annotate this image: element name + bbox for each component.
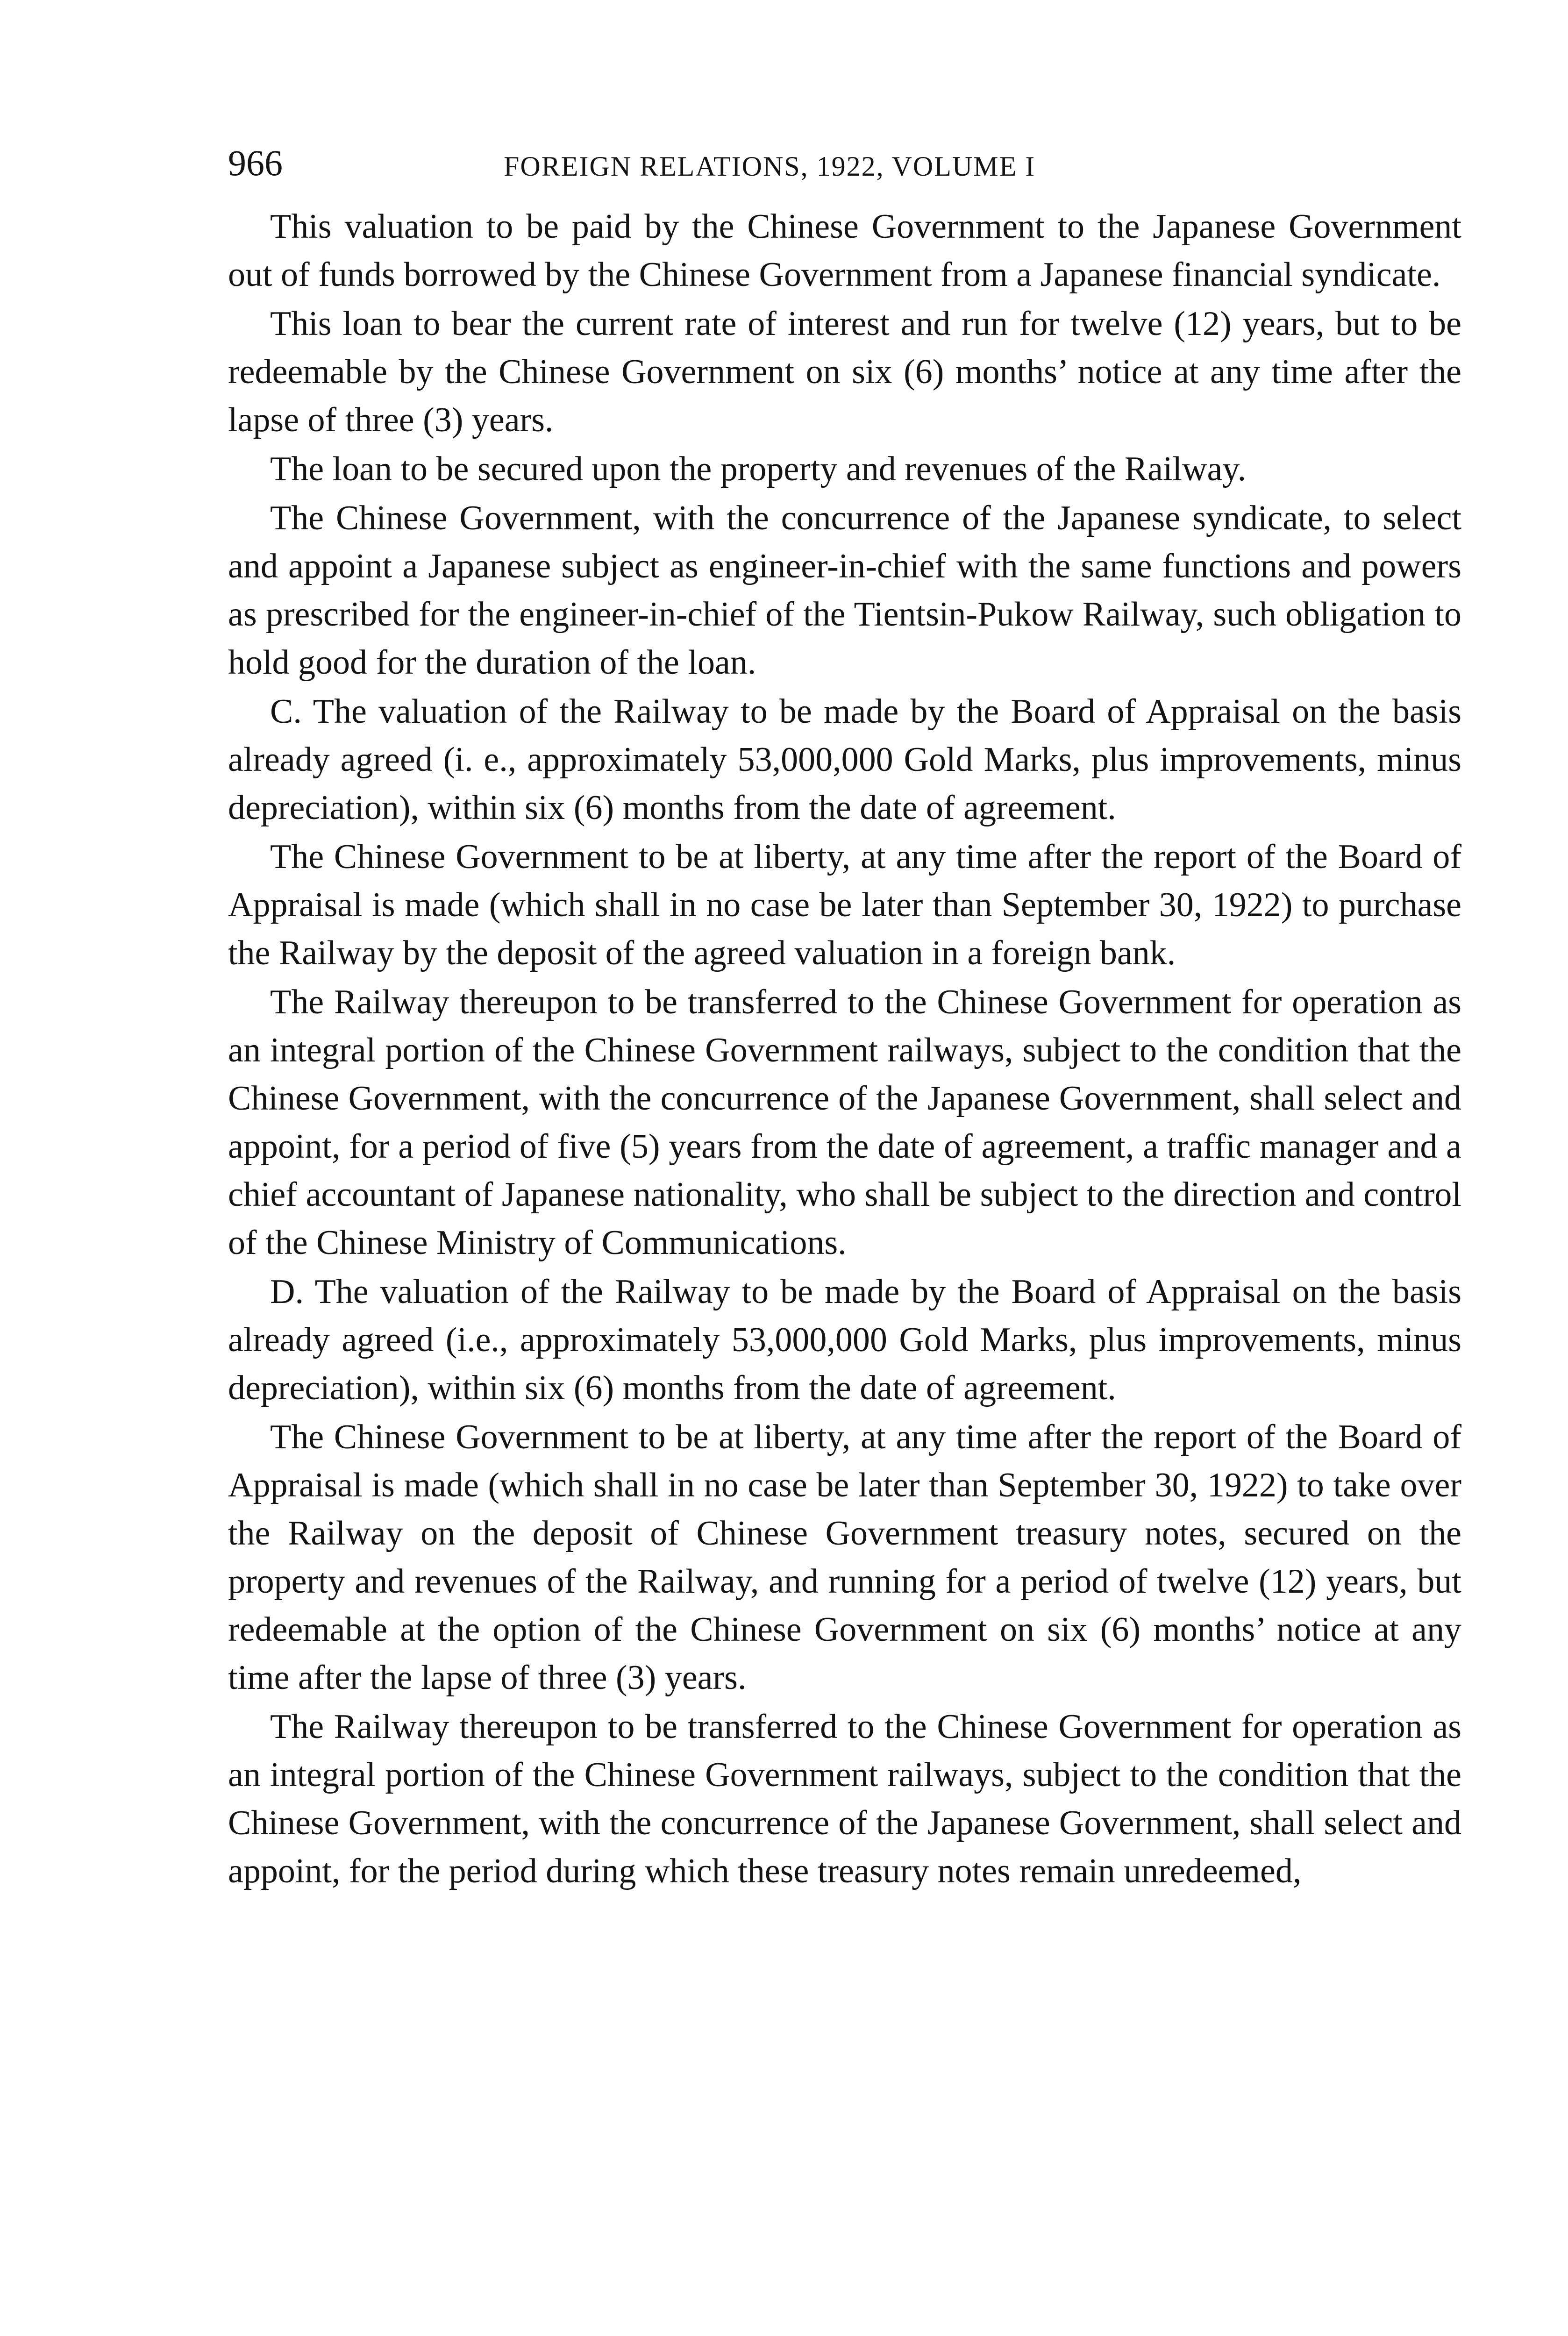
paragraph-option-d-treasury-notes: The Chinese Government to be at liberty, at any time after the report of the Board of Appraisal is made (which shall in no case be later than September 30, 1922) to take over the Railway on the deposit of Chinese Government treasury notes, secured on the property and revenues of the Railway, and running for a period of twelve (12) years, but redeemable at the option of the Chinese Government on six (6) months’ notice at any time after the lapse of three (3) years. — [228, 1418, 1461, 1697]
body-text — [228, 203, 1461, 1895]
paragraph-valuation-payment: This valuation to be paid by the Chinese Government to the Japanese Government out of funds borrowed by the Chinese Government from a Japanese financial syndicate. — [228, 207, 1461, 294]
page-header — [228, 140, 1461, 196]
paragraph-engineer-in-chief: The Chinese Government, with the concurrence of the Japanese syndicate, to select and appoint a Japanese subject as engineer-in-chief with the same functions and powers as prescribed for the engineer-in-chief of the Tientsin-Pukow Railway, such obligation to hold good for the duration of the loan. — [228, 499, 1461, 682]
running-title: FOREIGN RELATIONS, 1922, VOLUME I — [504, 151, 1036, 182]
paragraph-option-c-valuation: C. The valuation of the Railway to be made by the Board of Appraisal on the basis already agreed (i. e., approximately 53,000,000 Gold Marks, plus improvements, minus depreciation), within six (6) months from the date of agreement. — [228, 692, 1461, 827]
paragraph-loan-security: The loan to be secured upon the property and revenues of the Railway. — [270, 450, 1247, 488]
paragraph-loan-terms: This loan to bear the current rate of interest and run for twelve (12) years, but to be redeemable by the Chinese Government on six (6) months’ notice at any time after the lapse of three (3) years. — [228, 305, 1461, 439]
document-page — [228, 140, 1461, 1895]
paragraph-option-c-transfer: The Railway thereupon to be transferred to the Chinese Government for operation as an integral portion of the Chinese Government railways, subject to the condition that the Chinese Government, with the concurrence of the Japanese Government, shall select and appoint, for a period of five (5) years from the date of agreement, a traffic manager and a chief accountant of Japanese nationality, who shall be subject to the direction and control of the Chinese Ministry of Communications. — [228, 983, 1461, 1262]
paragraph-option-c-purchase: The Chinese Government to be at liberty, at any time after the report of the Board of Appraisal is made (which shall in no case be later than September 30, 1922) to purchase the Railway by the deposit of the agreed valuation in a foreign bank. — [228, 838, 1461, 972]
paragraph-option-d-transfer: The Railway thereupon to be transferred to the Chinese Government for operation as an integral portion of the Chinese Government railways, subject to the condition that the Chinese Government, with the concurrence of the Japanese Government, shall select and appoint, for the period during which these treasury notes remain unredeemed, — [228, 1708, 1461, 1890]
page-number: 966 — [228, 142, 283, 183]
paragraph-option-d-valuation: D. The valuation of the Railway to be made by the Board of Appraisal on the basis already agreed (i.e., approximately 53,000,000 Gold Marks, plus improvements, minus depreciation), within six (6) months from the date of agreement. — [228, 1273, 1461, 1407]
